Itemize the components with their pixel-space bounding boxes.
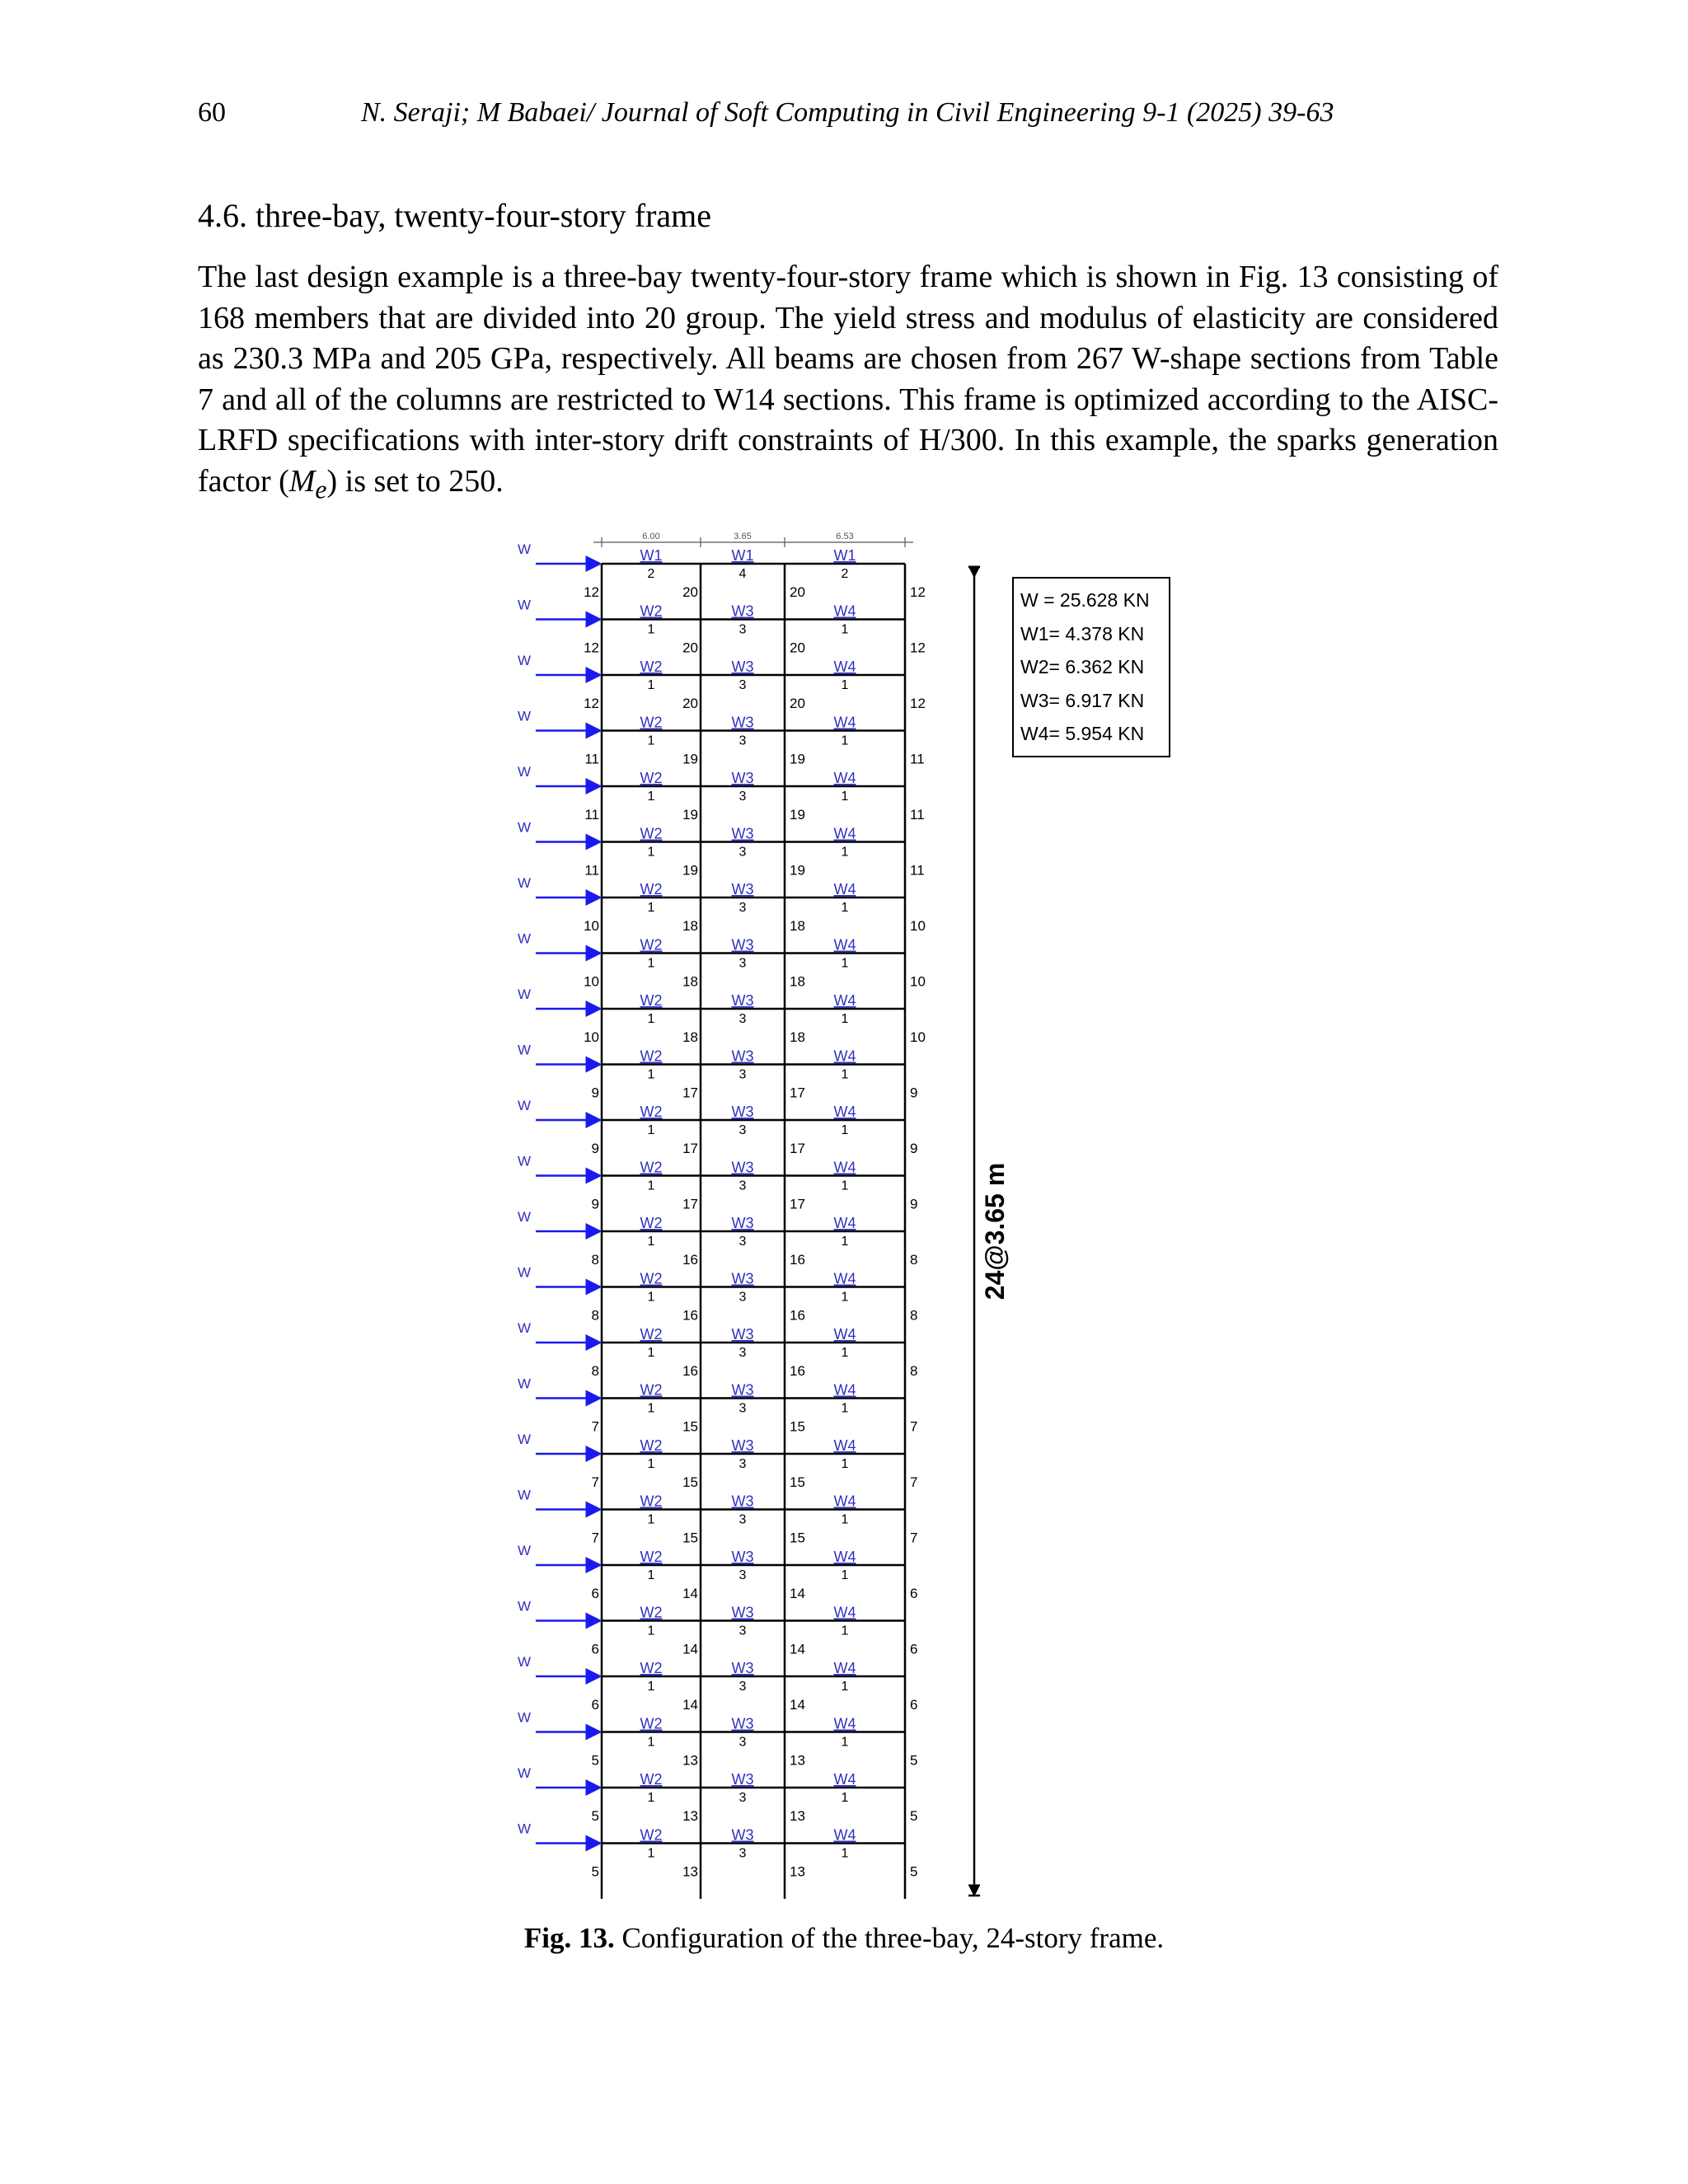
column-group-label: 16 xyxy=(682,1252,698,1268)
beam-load-label: W2 xyxy=(640,658,663,675)
beam-group-label: 1 xyxy=(841,1179,849,1193)
column-group-label: 20 xyxy=(790,640,805,656)
column-group-label: 11 xyxy=(910,862,925,879)
load-label: W xyxy=(517,764,532,780)
column-group-label: 7 xyxy=(910,1474,918,1490)
section-title: 4.6. three-bay, twenty-four-story frame xyxy=(198,197,712,234)
legend-entry: W1= 4.378 KN xyxy=(1020,622,1145,644)
beam-group-label: 1 xyxy=(841,1735,849,1750)
beam-group-label: 3 xyxy=(738,1290,747,1305)
beam-load-label: W4 xyxy=(833,992,856,1009)
beam-load-label: W2 xyxy=(640,1604,663,1621)
column-group-label: 11 xyxy=(584,862,599,879)
column-group-label: 20 xyxy=(682,696,698,711)
column-group-label: 9 xyxy=(910,1141,918,1156)
beam-group-label: 3 xyxy=(738,790,747,804)
beam-load-label: W2 xyxy=(640,1771,663,1788)
beam-group-label: 3 xyxy=(738,1012,747,1026)
column-group-label: 14 xyxy=(682,1641,698,1657)
beam-load-label: W3 xyxy=(731,602,754,620)
beam-group-label: 1 xyxy=(647,1846,655,1861)
load-label: W xyxy=(517,930,532,947)
beam-load-label: W2 xyxy=(640,1215,663,1231)
column-group-label: 10 xyxy=(910,1029,926,1045)
column-group-label: 12 xyxy=(910,696,926,711)
column-group-label: 8 xyxy=(591,1252,599,1268)
beam-load-label: W3 xyxy=(731,1159,754,1176)
beam-load-label: W2 xyxy=(640,1715,663,1732)
beam-load-label: W3 xyxy=(731,936,754,954)
column-group-label: 14 xyxy=(790,1641,805,1657)
column-group-label: 18 xyxy=(790,973,805,990)
beam-load-label: W2 xyxy=(640,1326,663,1343)
column-group-label: 8 xyxy=(591,1307,599,1324)
column-group-label: 8 xyxy=(591,1363,599,1379)
column-group-label: 10 xyxy=(910,973,926,990)
column-group-label: 13 xyxy=(790,1863,805,1880)
column-group-label: 12 xyxy=(910,584,926,600)
column-group-label: 20 xyxy=(790,584,805,600)
symbol-main: M xyxy=(288,463,316,499)
column-group-label: 5 xyxy=(910,1808,918,1824)
beam-group-label: 3 xyxy=(738,1791,747,1805)
beam-group-label: 3 xyxy=(738,1401,747,1416)
column-group-label: 5 xyxy=(910,1863,918,1880)
body-paragraph xyxy=(198,257,1498,510)
column-group-label: 9 xyxy=(910,1085,918,1101)
beam-group-label: 1 xyxy=(841,1012,849,1026)
beam-load-label: W4 xyxy=(833,1715,856,1732)
beam-group-label: 3 xyxy=(738,1624,747,1638)
load-label: W xyxy=(517,1153,532,1169)
beam-group-label: 1 xyxy=(841,1067,849,1082)
beam-load-label: W2 xyxy=(640,714,663,731)
column-group-label: 5 xyxy=(591,1752,599,1769)
legend-entry: W4= 5.954 KN xyxy=(1020,723,1145,744)
beam-group-label: 1 xyxy=(841,1123,849,1137)
column-group-label: 16 xyxy=(790,1252,805,1268)
load-label: W xyxy=(517,708,532,724)
bay-width-label: 6.00 xyxy=(642,532,660,541)
load-label: W xyxy=(517,987,532,1002)
beam-load-label: W2 xyxy=(640,881,663,898)
beam-load-label: W4 xyxy=(833,1104,856,1120)
beam-load-label: W2 xyxy=(640,936,663,954)
column-group-label: 17 xyxy=(790,1085,805,1101)
beam-group-label: 1 xyxy=(841,790,849,804)
beam-load-label: W1 xyxy=(731,547,754,564)
beam-group-label: 1 xyxy=(647,1067,655,1082)
column-group-label: 6 xyxy=(910,1641,918,1657)
column-group-label: 17 xyxy=(790,1141,805,1156)
beam-load-label: W3 xyxy=(731,881,754,898)
column-group-label: 9 xyxy=(591,1196,599,1212)
column-group-label: 8 xyxy=(910,1307,918,1324)
beam-group-label: 3 xyxy=(738,1346,747,1360)
column-group-label: 12 xyxy=(584,640,599,656)
column-group-label: 11 xyxy=(584,751,599,767)
column-group-label: 17 xyxy=(790,1196,805,1212)
beam-group-label: 3 xyxy=(738,1735,747,1750)
height-label: 24@3.65 m xyxy=(980,1162,1010,1301)
beam-load-label: W2 xyxy=(640,602,663,620)
column-group-label: 5 xyxy=(591,1863,599,1880)
column-group-label: 8 xyxy=(910,1252,918,1268)
beam-load-label: W4 xyxy=(833,602,856,620)
beam-group-label: 1 xyxy=(841,956,849,971)
beam-group-label: 1 xyxy=(647,1179,655,1193)
load-label: W xyxy=(517,819,532,836)
symbol-sub: e xyxy=(315,475,327,504)
beam-load-label: W4 xyxy=(833,1270,856,1287)
beam-group-label: 1 xyxy=(647,1568,655,1582)
beam-load-label: W2 xyxy=(640,992,663,1009)
beam-load-label: W4 xyxy=(833,1215,856,1231)
column-group-label: 14 xyxy=(682,1586,698,1601)
beam-load-label: W2 xyxy=(640,1493,663,1510)
beam-group-label: 1 xyxy=(647,1512,655,1527)
beam-group-label: 1 xyxy=(841,1512,849,1527)
beam-group-label: 1 xyxy=(841,1791,849,1805)
beam-group-label: 1 xyxy=(841,1290,849,1305)
beam-group-label: 3 xyxy=(738,845,747,860)
caption-label: Fig. 13. xyxy=(523,1922,615,1954)
beam-group-label: 1 xyxy=(841,1624,849,1638)
load-label: W xyxy=(517,597,532,613)
column-group-label: 18 xyxy=(790,1029,805,1045)
beam-load-label: W3 xyxy=(731,1326,754,1343)
column-group-label: 19 xyxy=(790,751,805,767)
column-group-label: 16 xyxy=(682,1363,698,1379)
beam-group-label: 2 xyxy=(841,567,849,581)
beam-load-label: W4 xyxy=(833,936,856,954)
beam-group-label: 3 xyxy=(738,901,747,915)
column-group-label: 10 xyxy=(910,918,926,934)
column-group-label: 11 xyxy=(910,807,925,823)
column-group-label: 15 xyxy=(682,1530,698,1546)
column-group-label: 7 xyxy=(910,1418,918,1435)
beam-group-label: 1 xyxy=(647,1680,655,1694)
beam-group-label: 1 xyxy=(647,1012,655,1026)
beam-load-label: W2 xyxy=(640,1437,663,1454)
load-label: W xyxy=(517,875,532,891)
column-group-label: 14 xyxy=(790,1697,805,1713)
column-group-label: 18 xyxy=(790,918,805,934)
beam-load-label: W3 xyxy=(731,1604,754,1621)
column-group-label: 12 xyxy=(584,696,599,711)
load-label: W xyxy=(517,1765,532,1781)
column-group-label: 6 xyxy=(910,1586,918,1601)
column-group-label: 6 xyxy=(910,1697,918,1713)
column-group-label: 9 xyxy=(591,1085,599,1101)
column-group-label: 11 xyxy=(584,807,599,823)
beam-load-label: W3 xyxy=(731,1826,754,1844)
beam-group-label: 3 xyxy=(738,1568,747,1582)
column-group-label: 17 xyxy=(682,1085,698,1101)
column-group-label: 15 xyxy=(682,1474,698,1490)
column-group-label: 19 xyxy=(682,862,698,879)
column-group-label: 19 xyxy=(790,862,805,879)
column-group-label: 7 xyxy=(910,1530,918,1546)
beam-group-label: 1 xyxy=(647,901,655,915)
legend-entry: W2= 6.362 KN xyxy=(1020,656,1145,677)
column-group-label: 11 xyxy=(910,751,925,767)
beam-group-label: 3 xyxy=(738,678,747,692)
beam-load-label: W2 xyxy=(640,1047,663,1065)
beam-load-label: W2 xyxy=(640,1549,663,1565)
column-group-label: 5 xyxy=(910,1752,918,1769)
column-group-label: 13 xyxy=(682,1808,698,1824)
beam-group-label: 1 xyxy=(647,733,655,748)
column-group-label: 15 xyxy=(790,1474,805,1490)
beam-group-label: 3 xyxy=(738,1457,747,1471)
load-label: W xyxy=(517,1376,532,1392)
beam-load-label: W4 xyxy=(833,658,856,675)
column-group-label: 6 xyxy=(591,1586,599,1601)
beam-group-label: 1 xyxy=(647,1235,655,1249)
caption-text: Configuration of the three-bay, 24-story frame. xyxy=(614,1922,1165,1954)
beam-group-label: 1 xyxy=(647,845,655,860)
beam-group-label: 1 xyxy=(647,1346,655,1360)
column-group-label: 15 xyxy=(790,1418,805,1435)
load-label: W xyxy=(517,1320,532,1336)
load-label: W xyxy=(517,541,532,557)
beam-load-label: W4 xyxy=(833,1047,856,1065)
beam-group-label: 3 xyxy=(738,1179,747,1193)
beam-load-label: W2 xyxy=(640,825,663,842)
beam-load-label: W3 xyxy=(731,1104,754,1120)
beam-group-label: 1 xyxy=(841,678,849,692)
column-group-label: 10 xyxy=(584,973,599,990)
column-group-label: 5 xyxy=(591,1808,599,1824)
load-label: W xyxy=(517,1098,532,1113)
load-label: W xyxy=(517,1821,532,1837)
beam-load-label: W2 xyxy=(640,1660,663,1676)
beam-group-label: 1 xyxy=(841,1346,849,1360)
beam-load-label: W3 xyxy=(731,1437,754,1454)
beam-load-label: W3 xyxy=(731,1715,754,1732)
beam-group-label: 3 xyxy=(738,622,747,637)
column-group-label: 6 xyxy=(591,1697,599,1713)
beam-group-label: 3 xyxy=(738,1680,747,1694)
column-group-label: 16 xyxy=(790,1307,805,1324)
beam-load-label: W3 xyxy=(731,1549,754,1565)
beam-group-label: 1 xyxy=(647,1123,655,1137)
column-group-label: 16 xyxy=(790,1363,805,1379)
beam-group-label: 3 xyxy=(738,956,747,971)
beam-group-label: 1 xyxy=(841,901,849,915)
load-label: W xyxy=(517,1598,532,1615)
load-label: W xyxy=(517,1042,532,1058)
beam-group-label: 1 xyxy=(841,1457,849,1471)
beam-load-label: W4 xyxy=(833,1660,856,1676)
beam-group-label: 1 xyxy=(647,1735,655,1750)
beam-load-label: W3 xyxy=(731,1270,754,1287)
beam-load-label: W4 xyxy=(833,1493,856,1510)
column-group-label: 12 xyxy=(910,640,926,656)
page-number: 60 xyxy=(198,97,226,128)
beam-group-label: 1 xyxy=(647,678,655,692)
beam-load-label: W4 xyxy=(833,825,856,842)
beam-group-label: 1 xyxy=(841,622,849,637)
beam-group-label: 1 xyxy=(647,1401,655,1416)
column-group-label: 18 xyxy=(682,1029,698,1045)
beam-load-label: W3 xyxy=(731,1771,754,1788)
legend-entry: W3= 6.917 KN xyxy=(1020,689,1145,711)
beam-group-label: 1 xyxy=(841,733,849,748)
beam-group-label: 1 xyxy=(841,1235,849,1249)
beam-load-label: W2 xyxy=(640,1826,663,1844)
column-group-label: 20 xyxy=(790,696,805,711)
running-head: N. Seraji; M Babaei/ Journal of Soft Computing in Civil Engineering 9-1 (2025) 39-63 xyxy=(361,97,1334,128)
load-legend xyxy=(1012,577,1170,757)
beam-group-label: 1 xyxy=(841,1401,849,1416)
beam-load-label: W4 xyxy=(833,714,856,731)
column-group-label: 13 xyxy=(790,1808,805,1824)
column-group-label: 18 xyxy=(682,973,698,990)
beam-group-label: 1 xyxy=(841,1846,849,1861)
beam-group-label: 3 xyxy=(738,1846,747,1861)
beam-group-label: 3 xyxy=(738,1123,747,1137)
column-group-label: 7 xyxy=(591,1418,599,1435)
beam-load-label: W4 xyxy=(833,1381,856,1399)
beam-group-label: 4 xyxy=(738,567,747,581)
beam-load-label: W3 xyxy=(731,1660,754,1676)
beam-group-label: 3 xyxy=(738,733,747,748)
column-group-label: 8 xyxy=(910,1363,918,1379)
load-label: W xyxy=(517,1209,532,1225)
beam-group-label: 3 xyxy=(738,1235,747,1249)
column-group-label: 10 xyxy=(584,1029,599,1045)
load-label: W xyxy=(517,1654,532,1670)
column-group-label: 13 xyxy=(790,1752,805,1769)
beam-load-label: W3 xyxy=(731,1215,754,1231)
paragraph-text-before: The last design example is a three-bay twenty-four-story frame which is shown in Fig. 13 consisting of 168 members that are divided into 20 group. The yield stress and modulus of elasticity are considered as 230.3 MPa and 205 GPa, respectively. All beams are chosen from 267 W-shape sections from Table 7 and all of the columns are restricted to W14 sections. This frame is optimized according to the AISC-LRFD specifications with inter-story drift constraints of H/300. In this example, the sparks generation factor ( xyxy=(198,260,1498,499)
beam-load-label: W3 xyxy=(731,1047,754,1065)
beam-load-label: W3 xyxy=(731,714,754,731)
load-label: W xyxy=(517,1264,532,1281)
beam-group-label: 1 xyxy=(841,845,849,860)
bay-width-label: 6.53 xyxy=(836,532,854,541)
beam-load-label: W2 xyxy=(640,1104,663,1120)
column-group-label: 19 xyxy=(682,807,698,823)
column-group-label: 20 xyxy=(682,584,698,600)
paragraph-text-after: ) is set to 250. xyxy=(326,463,504,499)
page-header xyxy=(198,97,1500,138)
column-group-label: 6 xyxy=(591,1641,599,1657)
load-label: W xyxy=(517,1487,532,1503)
beam-group-label: 1 xyxy=(841,1680,849,1694)
load-label: W xyxy=(517,1709,532,1726)
beam-load-label: W4 xyxy=(833,881,856,898)
column-group-label: 15 xyxy=(790,1530,805,1546)
beam-load-label: W3 xyxy=(731,770,754,786)
beam-group-label: 3 xyxy=(738,1512,747,1527)
beam-load-label: W2 xyxy=(640,770,663,786)
legend-entry: W = 25.628 KN xyxy=(1020,589,1150,611)
beam-load-label: W1 xyxy=(833,547,856,564)
column-group-label: 13 xyxy=(682,1752,698,1769)
beam-group-label: 1 xyxy=(647,1457,655,1471)
beam-load-label: W4 xyxy=(833,1159,856,1176)
column-group-label: 7 xyxy=(591,1530,599,1546)
beam-group-label: 1 xyxy=(647,1290,655,1305)
column-group-label: 9 xyxy=(910,1196,918,1212)
beam-group-label: 3 xyxy=(738,1067,747,1082)
beam-load-label: W4 xyxy=(833,1326,856,1343)
column-group-label: 18 xyxy=(682,918,698,934)
beam-group-label: 1 xyxy=(841,1568,849,1582)
load-label: W xyxy=(517,1543,532,1558)
column-group-label: 14 xyxy=(790,1586,805,1601)
beam-group-label: 1 xyxy=(647,956,655,971)
column-group-label: 12 xyxy=(584,584,599,600)
column-group-label: 17 xyxy=(682,1141,698,1156)
bay-width-label: 3.65 xyxy=(734,532,752,541)
column-group-label: 15 xyxy=(682,1418,698,1435)
load-label: W xyxy=(517,1432,532,1447)
beam-load-label: W4 xyxy=(833,1437,856,1454)
beam-group-label: 1 xyxy=(647,1791,655,1805)
column-group-label: 14 xyxy=(682,1697,698,1713)
column-group-label: 13 xyxy=(682,1863,698,1880)
beam-load-label: W4 xyxy=(833,1771,856,1788)
beam-load-label: W2 xyxy=(640,1159,663,1176)
figure-caption xyxy=(0,1922,1688,1955)
beam-load-label: W4 xyxy=(833,1826,856,1844)
beam-load-label: W4 xyxy=(833,1604,856,1621)
column-group-label: 7 xyxy=(591,1474,599,1490)
beam-load-label: W3 xyxy=(731,825,754,842)
load-label: W xyxy=(517,653,532,668)
column-group-label: 16 xyxy=(682,1307,698,1324)
beam-group-label: 1 xyxy=(647,622,655,637)
column-group-label: 19 xyxy=(682,751,698,767)
column-group-label: 10 xyxy=(584,918,599,934)
beam-load-label: W3 xyxy=(731,658,754,675)
column-group-label: 9 xyxy=(591,1141,599,1156)
beam-load-label: W4 xyxy=(833,1549,856,1565)
beam-load-label: W3 xyxy=(731,1381,754,1399)
beam-load-label: W1 xyxy=(640,547,663,564)
column-group-label: 20 xyxy=(682,640,698,656)
beam-load-label: W2 xyxy=(640,1381,663,1399)
symbol-me xyxy=(288,463,327,504)
beam-load-label: W3 xyxy=(731,992,754,1009)
beam-load-label: W3 xyxy=(731,1493,754,1510)
column-group-label: 17 xyxy=(682,1196,698,1212)
beam-group-label: 2 xyxy=(647,567,655,581)
beam-group-label: 1 xyxy=(647,1624,655,1638)
column-group-label: 19 xyxy=(790,807,805,823)
beam-group-label: 1 xyxy=(647,790,655,804)
beam-load-label: W2 xyxy=(640,1270,663,1287)
beam-load-label: W4 xyxy=(833,770,856,786)
